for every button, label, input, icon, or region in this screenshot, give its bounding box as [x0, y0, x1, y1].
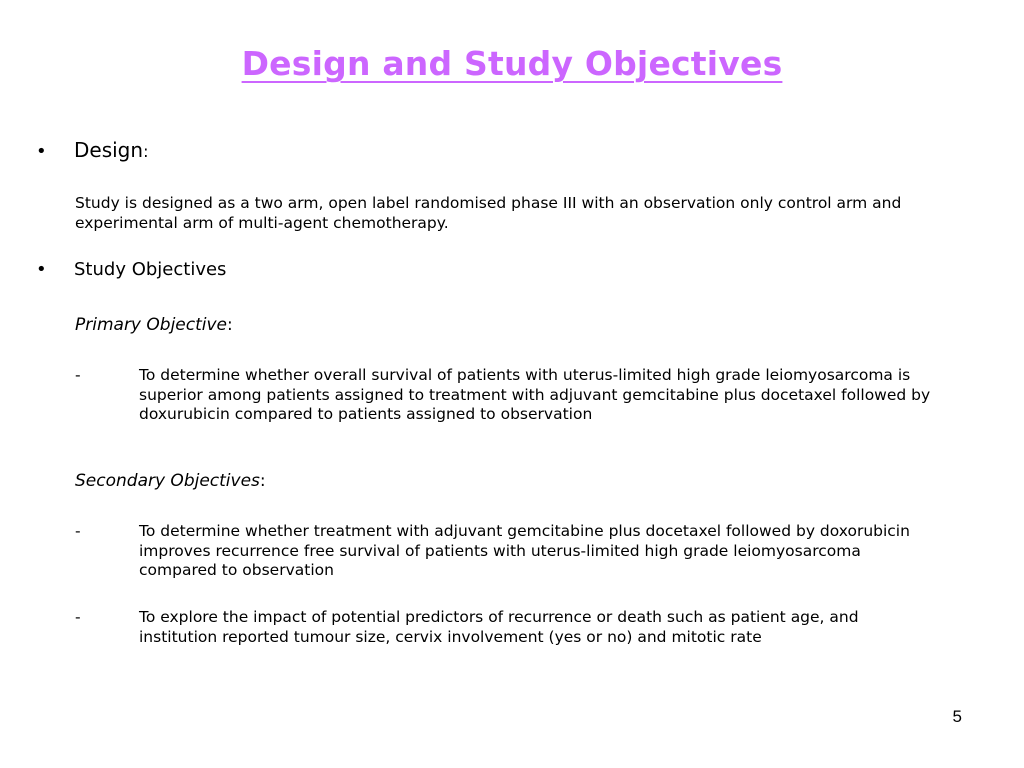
primary-objective-colon: :	[227, 315, 233, 335]
page-number: 5	[952, 707, 962, 726]
secondary-objective-item	[75, 608, 955, 647]
secondary-objective-text: To determine whether treatment with adjuvant gemcitabine plus docetaxel followed by doxorubicin improves recurrence free survival of patients with uterus-limited high grade leiomyosarcoma compared to observation	[139, 522, 910, 579]
dash-marker: -	[75, 522, 81, 540]
bullet-icon: •	[36, 141, 47, 162]
secondary-objectives-label: Secondary Objectives	[75, 471, 260, 491]
primary-objective-heading	[75, 315, 233, 335]
bullet-design	[36, 138, 148, 162]
secondary-objective-item	[75, 522, 955, 581]
dash-marker: -	[75, 366, 81, 384]
design-description: Study is designed as a two arm, open label randomised phase III with an observation only control arm and experimental arm of multi-agent chemotherapy.	[75, 194, 902, 232]
bullet-study-objectives	[36, 259, 226, 280]
primary-objective-label: Primary Objective	[75, 315, 228, 335]
design-heading: Design	[74, 138, 144, 162]
dash-marker: -	[75, 608, 81, 626]
secondary-objectives-heading	[75, 471, 266, 491]
primary-objective-text: To determine whether overall survival of patients with uterus-limited high grade leiomyosarcoma is superior among patients assigned to treatment with adjuvant gemcitabine plus docetaxel followed by doxurubicin compared to patients assigned to observation	[139, 366, 931, 423]
secondary-objectives-colon: :	[259, 471, 266, 491]
slide-title: Design and Study Objectives	[241, 44, 783, 83]
bullet-icon: •	[36, 259, 47, 280]
secondary-objective-text: To explore the impact of potential predictors of recurrence or death such as patient age, and institution reported tumour size, cervix involvement (yes or no) and mitotic rate	[139, 608, 859, 646]
design-colon: :	[143, 142, 149, 161]
study-objectives-heading: Study Objectives	[74, 259, 227, 280]
primary-objective-item	[75, 366, 955, 425]
